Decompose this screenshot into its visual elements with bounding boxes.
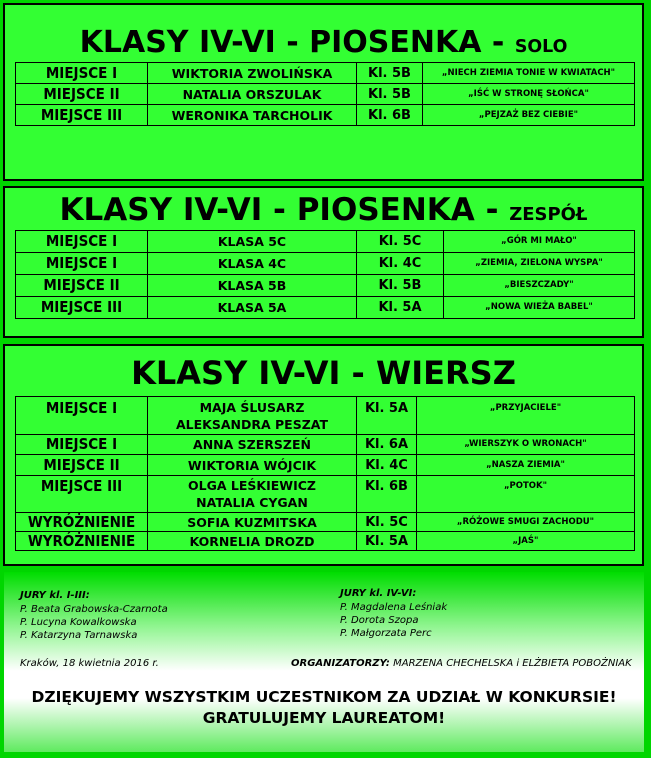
place-cell: MIEJSCE I bbox=[16, 397, 148, 435]
results-panel-poem bbox=[3, 344, 644, 566]
results-table bbox=[15, 396, 635, 551]
name-line: OLGA LEŚKIEWICZ bbox=[188, 478, 316, 493]
table-row bbox=[16, 231, 635, 253]
results-table bbox=[15, 230, 635, 319]
class-cell: Kl. 5A bbox=[357, 397, 417, 435]
class-cell: Kl. 5C bbox=[357, 513, 417, 532]
name-cell: KORNELIA DROZD bbox=[148, 532, 357, 551]
table-row bbox=[16, 63, 635, 84]
results-panel-solo bbox=[3, 3, 644, 181]
poem-title-cell: „POTOK" bbox=[417, 476, 635, 513]
name-cell: KLASA 5B bbox=[148, 275, 357, 297]
place-cell: MIEJSCE III bbox=[16, 476, 148, 513]
song-title-cell: „NOWA WIEŻA BABEL" bbox=[444, 297, 635, 319]
organizers-label: ORGANIZATORZY: bbox=[291, 658, 390, 669]
song-title-cell: „GÓR MI MAŁO" bbox=[444, 231, 635, 253]
class-cell: Kl. 5B bbox=[357, 63, 423, 84]
place-date: Kraków, 18 kwietnia 2016 r. bbox=[20, 658, 159, 669]
table-row bbox=[16, 435, 635, 455]
section-title bbox=[5, 25, 642, 60]
table-row bbox=[16, 253, 635, 275]
song-title-cell: „NIECH ZIEMIA TONIE W KWIATACH" bbox=[423, 63, 635, 84]
class-cell: Kl. 4C bbox=[357, 455, 417, 476]
class-cell: Kl. 6A bbox=[357, 435, 417, 455]
name-cell bbox=[148, 397, 357, 435]
name-cell: WIKTORIA WÓJCIK bbox=[148, 455, 357, 476]
place-cell: MIEJSCE I bbox=[16, 231, 148, 253]
title-category: SOLO bbox=[514, 37, 568, 57]
class-cell: Kl. 5A bbox=[357, 297, 444, 319]
name-line: ALEKSANDRA PESZAT bbox=[175, 416, 329, 432]
class-cell: Kl. 5C bbox=[357, 231, 444, 253]
place-cell: MIEJSCE I bbox=[16, 435, 148, 455]
class-cell: Kl. 6B bbox=[357, 105, 423, 126]
poem-title-cell: „JAŚ" bbox=[417, 532, 635, 551]
title-main: KLASY IV-VI - WIERSZ bbox=[131, 354, 516, 392]
section-title bbox=[5, 192, 642, 228]
table-row bbox=[16, 532, 635, 551]
place-cell: WYRÓŻNIENIE bbox=[16, 513, 148, 532]
name-cell: WIKTORIA ZWOLIŃSKA bbox=[148, 63, 357, 84]
place-cell: MIEJSCE III bbox=[16, 105, 148, 126]
jury-member: P. Katarzyna Tarnawska bbox=[20, 630, 138, 641]
class-cell: Kl. 5B bbox=[357, 84, 423, 105]
place-cell: MIEJSCE II bbox=[16, 275, 148, 297]
footer bbox=[4, 572, 644, 752]
jury-member: P. Magdalena Leśniak bbox=[340, 602, 448, 613]
class-cell: Kl. 5A bbox=[357, 532, 417, 551]
jury-lower-heading: JURY kl. I-III: bbox=[20, 590, 90, 601]
poem-title-cell: „NASZA ZIEMIA" bbox=[417, 455, 635, 476]
place-cell: MIEJSCE I bbox=[16, 63, 148, 84]
place-cell: MIEJSCE II bbox=[16, 84, 148, 105]
place-cell: MIEJSCE I bbox=[16, 253, 148, 275]
place-cell: MIEJSCE II bbox=[16, 455, 148, 476]
name-cell: KLASA 5C bbox=[148, 231, 357, 253]
class-cell: Kl. 6B bbox=[357, 476, 417, 513]
poem-title-cell: „WIERSZYK O WRONACH" bbox=[417, 435, 635, 455]
organizers-names: MARZENA CHECHELSKA i ELŻBIETA POBOŻNIAK bbox=[393, 658, 632, 669]
section-title bbox=[5, 354, 642, 392]
jury-member: P. Małgorzata Perc bbox=[340, 628, 432, 639]
name-cell: NATALIA ORSZULAK bbox=[148, 84, 357, 105]
class-cell: Kl. 5B bbox=[357, 275, 444, 297]
poem-title-cell: „RÓŻOWE SMUGI ZACHODU" bbox=[417, 513, 635, 532]
title-main: KLASY IV-VI - PIOSENKA - bbox=[79, 25, 515, 60]
table-row bbox=[16, 105, 635, 126]
table-row bbox=[16, 84, 635, 105]
table-row bbox=[16, 476, 635, 513]
song-title-cell: „PEJZAŻ BEZ CIEBIE" bbox=[423, 105, 635, 126]
table-row bbox=[16, 275, 635, 297]
jury-upper-heading: JURY kl. IV-VI: bbox=[340, 588, 417, 599]
jury-member: P. Beata Grabowska-Czarnota bbox=[20, 604, 168, 615]
name-cell bbox=[148, 476, 357, 513]
congrats-line: GRATULUJEMY LAUREATOM! bbox=[202, 709, 446, 727]
name-cell: SOFIA KUZMITSKA bbox=[148, 513, 357, 532]
organizers bbox=[291, 658, 632, 669]
name-line: MAJA ŚLUSARZ bbox=[199, 399, 305, 415]
table-row bbox=[16, 397, 635, 435]
name-line: NATALIA CYGAN bbox=[196, 495, 308, 510]
thanks-line: DZIĘKUJEMY WSZYSTKIM UCZESTNIKOM ZA UDZIAŁ W KONKURSIE! bbox=[31, 688, 617, 706]
name-cell: ANNA SZERSZEŃ bbox=[148, 435, 357, 455]
song-title-cell: „ZIEMIA, ZIELONA WYSPA" bbox=[444, 253, 635, 275]
place-cell: MIEJSCE III bbox=[16, 297, 148, 319]
name-cell: KLASA 4C bbox=[148, 253, 357, 275]
title-main: KLASY IV-VI - PIOSENKA - bbox=[59, 192, 510, 228]
song-title-cell: „IŚĆ W STRONĘ SŁOŃCA" bbox=[423, 84, 635, 105]
class-cell: Kl. 4C bbox=[357, 253, 444, 275]
name-cell: KLASA 5A bbox=[148, 297, 357, 319]
name-cell: WERONIKA TARCHOLIK bbox=[148, 105, 357, 126]
table-row bbox=[16, 297, 635, 319]
results-table bbox=[15, 62, 635, 126]
jury-member: P. Dorota Szopa bbox=[340, 615, 419, 626]
title-category: ZESPÓŁ bbox=[509, 204, 588, 225]
jury-member: P. Lucyna Kowalkowska bbox=[20, 617, 137, 628]
song-title-cell: „BIESZCZADY" bbox=[444, 275, 635, 297]
results-panel-group bbox=[3, 186, 644, 338]
table-row bbox=[16, 455, 635, 476]
table-row bbox=[16, 513, 635, 532]
place-cell: WYRÓŻNIENIE bbox=[16, 532, 148, 551]
poem-title-cell: „PRZYJACIELE" bbox=[417, 397, 635, 435]
